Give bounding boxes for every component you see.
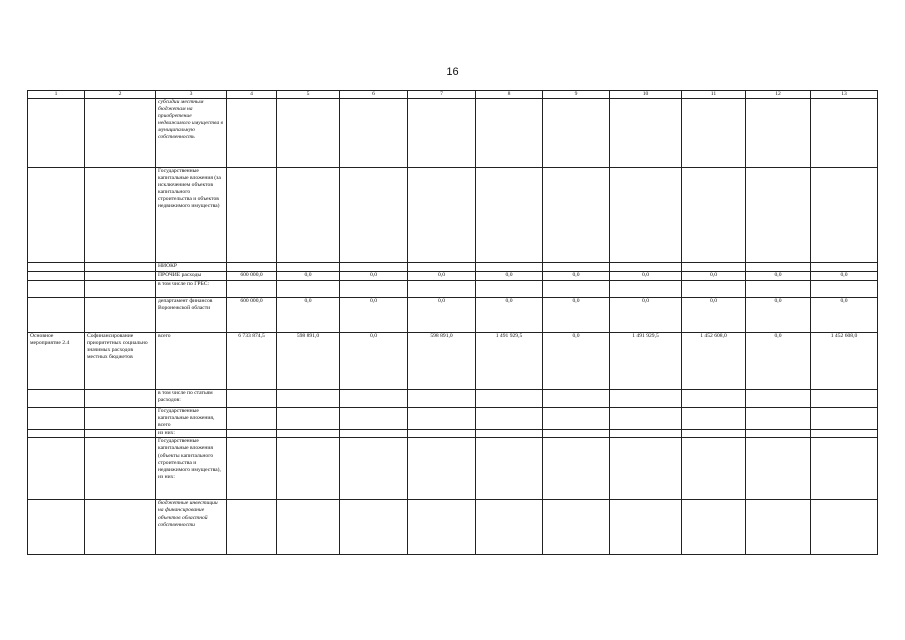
cell-value: 0,0: [408, 272, 476, 281]
cell-value: 0,0: [746, 333, 811, 390]
cell-value: [227, 168, 277, 263]
column-header: 4: [227, 91, 277, 99]
cell-value: [543, 500, 610, 555]
cell-value: [610, 168, 682, 263]
cell-event-name: Софинансирование приоритетных социально значимых расходов местных бюджетов: [85, 333, 156, 390]
cell-value: [543, 281, 610, 298]
table-row: [28, 272, 878, 281]
cell-source: Государственные капитальные вложения (за исключением объектов капитального строительства и объектов недвижимого имущества): [156, 168, 227, 263]
column-number-row: [28, 91, 878, 99]
cell-value: [682, 408, 746, 430]
cell-value: [811, 390, 878, 408]
cell-value: [682, 390, 746, 408]
cell-event-name: [85, 263, 156, 272]
cell-value: [746, 390, 811, 408]
cell-value: 0,0: [746, 298, 811, 333]
cell-status: [28, 390, 85, 408]
cell-value: 0,0: [277, 298, 340, 333]
cell-value: 598 891,0: [277, 333, 340, 390]
cell-value: 0,0: [408, 298, 476, 333]
cell-value: [476, 438, 543, 500]
cell-value: [476, 281, 543, 298]
column-header: 2: [85, 91, 156, 99]
cell-value: 0,0: [340, 298, 408, 333]
cell-value: [408, 500, 476, 555]
cell-value: [682, 168, 746, 263]
cell-value: [227, 390, 277, 408]
cell-value: 0,0: [543, 333, 610, 390]
cell-value: [408, 408, 476, 430]
cell-event-name: [85, 408, 156, 430]
cell-value: [811, 99, 878, 168]
table-row: [28, 438, 878, 500]
cell-value: [476, 168, 543, 263]
cell-value: [610, 500, 682, 555]
cell-value: [408, 438, 476, 500]
cell-status: [28, 263, 85, 272]
cell-value: [610, 438, 682, 500]
cell-value: [746, 281, 811, 298]
cell-value: 0,0: [610, 272, 682, 281]
cell-value: [227, 408, 277, 430]
cell-value: [476, 390, 543, 408]
cell-value: [340, 408, 408, 430]
cell-value: 0,0: [543, 298, 610, 333]
cell-value: [340, 281, 408, 298]
cell-value: [682, 281, 746, 298]
cell-status: [28, 430, 85, 438]
cell-source: из них:: [156, 430, 227, 438]
cell-value: [811, 430, 878, 438]
cell-status: [28, 99, 85, 168]
column-header: 6: [340, 91, 408, 99]
cell-event-name: [85, 272, 156, 281]
cell-value: [682, 99, 746, 168]
cell-event-name: [85, 500, 156, 555]
cell-source: всего: [156, 333, 227, 390]
cell-value: 0,0: [340, 333, 408, 390]
cell-value: [227, 99, 277, 168]
cell-value: 0,0: [610, 298, 682, 333]
cell-value: [408, 430, 476, 438]
cell-value: 0,0: [746, 272, 811, 281]
cell-value: [476, 263, 543, 272]
cell-value: [682, 430, 746, 438]
column-header: 11: [682, 91, 746, 99]
cell-value: [543, 99, 610, 168]
table-row: [28, 408, 878, 430]
cell-source: в том числе по статьям расходов:: [156, 390, 227, 408]
cell-value: [543, 168, 610, 263]
cell-value: [682, 438, 746, 500]
cell-value: 1 452 608,0: [682, 333, 746, 390]
table-row: [28, 333, 878, 390]
cell-value: [408, 281, 476, 298]
cell-value: [277, 168, 340, 263]
cell-value: [811, 438, 878, 500]
cell-value: 0,0: [476, 298, 543, 333]
table-row: [28, 390, 878, 408]
cell-value: [476, 430, 543, 438]
table-row: [28, 500, 878, 555]
cell-value: [682, 500, 746, 555]
cell-value: 598 891,0: [408, 333, 476, 390]
cell-value: [811, 263, 878, 272]
cell-value: [746, 408, 811, 430]
table-row: [28, 263, 878, 272]
cell-value: 0,0: [811, 272, 878, 281]
cell-status: [28, 168, 85, 263]
cell-status: [28, 298, 85, 333]
cell-value: [543, 430, 610, 438]
cell-event-name: [85, 168, 156, 263]
cell-value: [543, 390, 610, 408]
table-row: [28, 430, 878, 438]
column-header: 12: [746, 91, 811, 99]
cell-value: [811, 281, 878, 298]
cell-value: [610, 408, 682, 430]
cell-value: [408, 99, 476, 168]
cell-value: [746, 500, 811, 555]
cell-value: [811, 168, 878, 263]
column-header: 8: [476, 91, 543, 99]
cell-value: [340, 430, 408, 438]
cell-value: [340, 263, 408, 272]
cell-value: [610, 390, 682, 408]
cell-source: Государственные капитальные вложения (объекты капитального строительства и недвижимого имущества), из них:: [156, 438, 227, 500]
cell-value: 0,0: [340, 272, 408, 281]
cell-event-name: [85, 430, 156, 438]
cell-value: 1 491 929,5: [610, 333, 682, 390]
column-header: 1: [28, 91, 85, 99]
cell-value: [227, 500, 277, 555]
cell-value: [610, 430, 682, 438]
cell-value: [811, 408, 878, 430]
cell-source: ПРОЧИЕ расходы: [156, 272, 227, 281]
cell-value: 0,0: [811, 298, 878, 333]
cell-value: [543, 408, 610, 430]
cell-event-name: [85, 390, 156, 408]
cell-value: [340, 500, 408, 555]
cell-value: [746, 263, 811, 272]
cell-source: департамент финансов Воронежской области: [156, 298, 227, 333]
page-number: 16: [446, 66, 459, 78]
table-row: [28, 99, 878, 168]
cell-value: [340, 99, 408, 168]
column-header: 7: [408, 91, 476, 99]
cell-value: [408, 168, 476, 263]
cell-source: субсидии местным бюджетам на приобретение недвижимого имущества в муниципальную собственность: [156, 99, 227, 168]
cell-value: [682, 263, 746, 272]
cell-value: [408, 390, 476, 408]
cell-value: 600 000,0: [227, 298, 277, 333]
cell-value: 0,0: [543, 272, 610, 281]
column-header: 3: [156, 91, 227, 99]
cell-status: [28, 500, 85, 555]
cell-value: [543, 263, 610, 272]
cell-value: [811, 500, 878, 555]
cell-value: [340, 390, 408, 408]
cell-value: [746, 438, 811, 500]
cell-value: 0,0: [277, 272, 340, 281]
cell-event-name: [85, 99, 156, 168]
cell-value: [277, 99, 340, 168]
cell-status: [28, 281, 85, 298]
cell-value: [476, 408, 543, 430]
cell-value: [610, 281, 682, 298]
cell-event-name: [85, 281, 156, 298]
cell-value: [277, 281, 340, 298]
cell-value: [340, 168, 408, 263]
cell-status: Основное мероприятие 2.4: [28, 333, 85, 390]
cell-value: [277, 438, 340, 500]
cell-event-name: [85, 438, 156, 500]
cell-value: [408, 263, 476, 272]
cell-value: 0,0: [682, 272, 746, 281]
cell-value: [746, 430, 811, 438]
cell-value: 0,0: [682, 298, 746, 333]
column-header: 10: [610, 91, 682, 99]
table-row: [28, 281, 878, 298]
cell-value: [340, 438, 408, 500]
cell-source: НИОКР: [156, 263, 227, 272]
cell-source: бюджетные инвестиции на финансирование объектов областной собственности: [156, 500, 227, 555]
cell-value: [227, 430, 277, 438]
cell-value: [476, 99, 543, 168]
cell-source: в том числе по ГРБС:: [156, 281, 227, 298]
cell-event-name: [85, 298, 156, 333]
budget-table: [27, 90, 878, 555]
cell-value: [746, 168, 811, 263]
cell-value: [476, 500, 543, 555]
column-header: 5: [277, 91, 340, 99]
cell-value: 1 452 608,0: [811, 333, 878, 390]
table-row: [28, 168, 878, 263]
cell-value: [277, 500, 340, 555]
cell-value: 1 491 929,5: [476, 333, 543, 390]
column-header: 13: [811, 91, 878, 99]
cell-value: [227, 438, 277, 500]
cell-value: [277, 263, 340, 272]
cell-value: [610, 99, 682, 168]
table-body: [28, 99, 878, 555]
cell-value: 600 000,0: [227, 272, 277, 281]
cell-value: [277, 390, 340, 408]
cell-value: 0,0: [476, 272, 543, 281]
cell-value: [277, 408, 340, 430]
table-row: [28, 298, 878, 333]
cell-source: Государственные капитальные вложения, всего: [156, 408, 227, 430]
cell-value: [746, 99, 811, 168]
cell-value: [543, 438, 610, 500]
cell-status: [28, 408, 85, 430]
cell-status: [28, 438, 85, 500]
cell-value: 6 733 874,5: [227, 333, 277, 390]
cell-value: [227, 263, 277, 272]
cell-value: [610, 263, 682, 272]
cell-value: [277, 430, 340, 438]
cell-status: [28, 272, 85, 281]
column-header: 9: [543, 91, 610, 99]
cell-value: [227, 281, 277, 298]
